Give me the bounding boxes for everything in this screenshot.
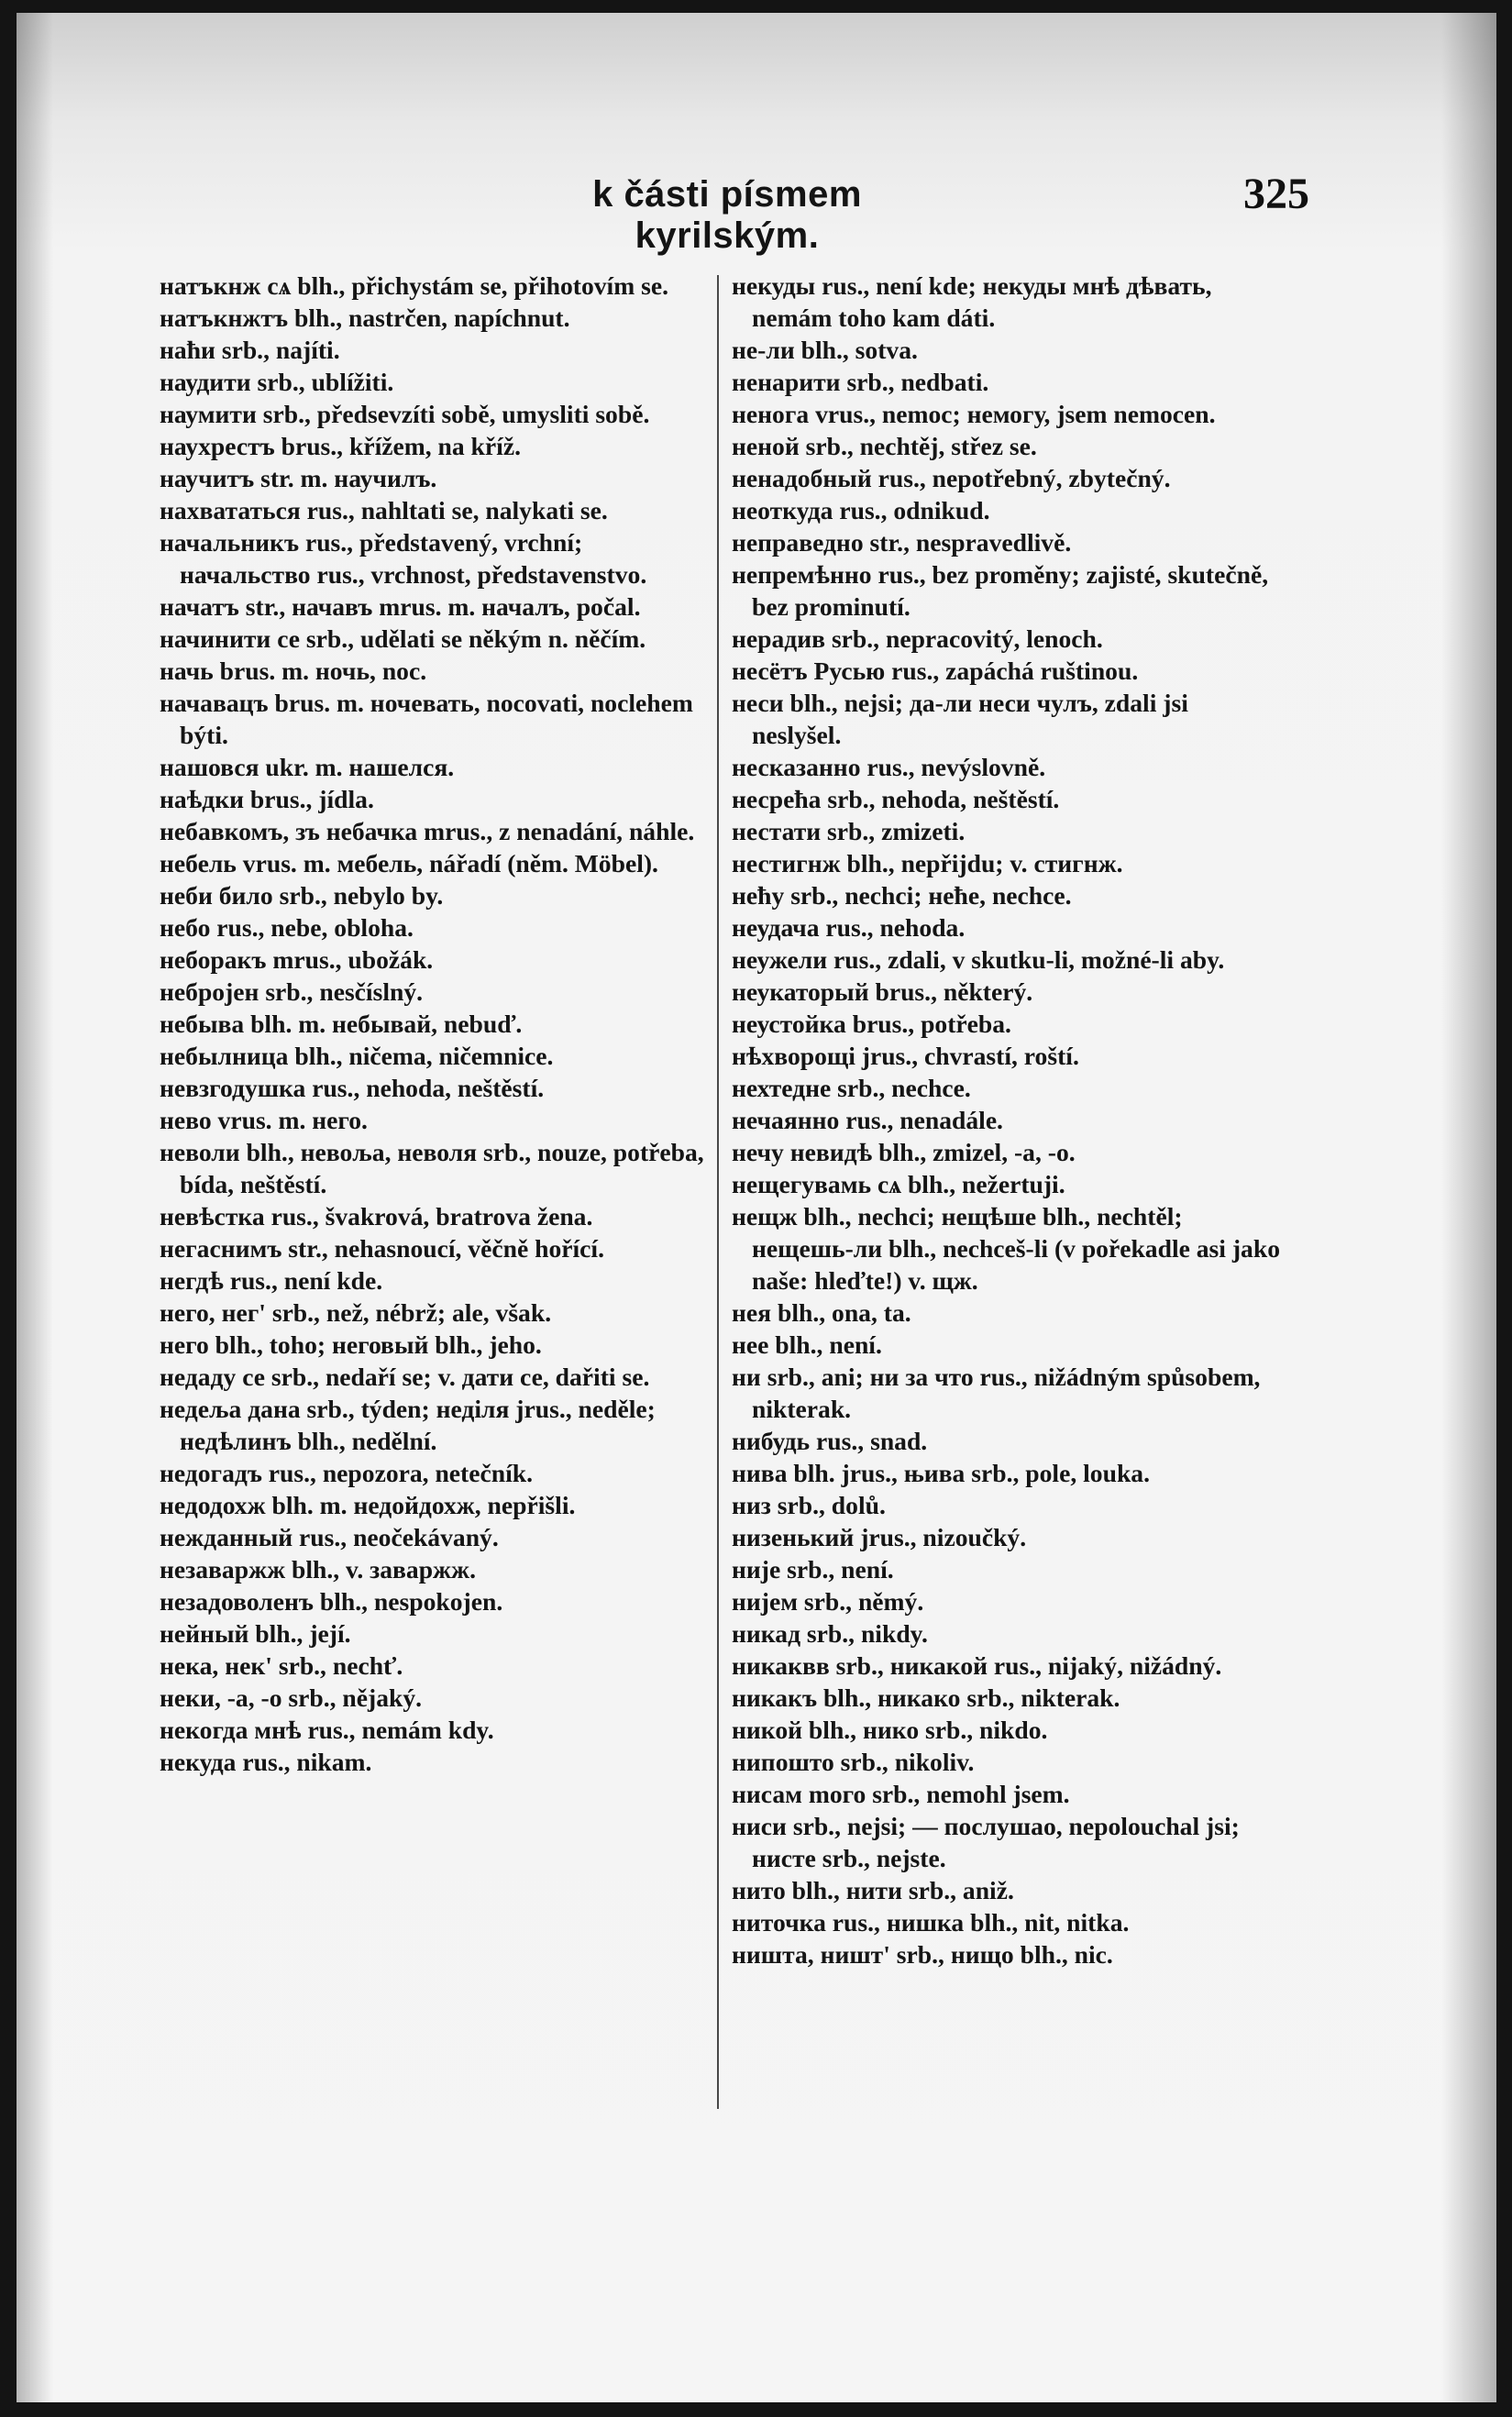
dictionary-entry: наумити srb., předsevzíti sobě, umysliti sobě.: [160, 400, 650, 428]
dictionary-entry: нашовся ukr. m. нашелся.: [160, 753, 455, 781]
dictionary-entry: небель vrus. m. мебель, nářadí (něm. Möbel).: [160, 849, 658, 877]
dictionary-entry: некуды rus., není kde; некуды мнѣ дѣвать, nemám toho kam dáti.: [732, 271, 1212, 332]
dictionary-entry: натъкнж сѧ blh., přichystám se, přihotovím se.: [160, 271, 668, 300]
dictionary-entry: неоткуда rus., odnikud.: [732, 496, 990, 524]
dictionary-entry: нећу srb., nechci; неће, nechce.: [732, 881, 1072, 910]
dictionary-entry: никой blh., нико srb., nikdo.: [732, 1716, 1048, 1744]
dictionary-entry: него blh., toho; неговый blh., jeho.: [160, 1330, 542, 1359]
dictionary-entry: несрећа srb., nehoda, neštěstí.: [732, 785, 1060, 813]
left-column: [160, 270, 710, 1778]
dictionary-entry: начатъ str., начавъ mrus. m. началъ, počal.: [160, 592, 641, 621]
dictionary-entry: низ srb., dolů.: [732, 1491, 886, 1519]
dictionary-entry: нипошто srb., nikoliv.: [732, 1748, 975, 1776]
dictionary-entry: није srb., není.: [732, 1555, 894, 1584]
dictionary-entry: неной srb., nechtěj, střez se.: [732, 432, 1037, 460]
dictionary-entry: никаквв srb., никакой rus., nijaký, nižádný.: [732, 1651, 1222, 1680]
dictionary-entry: некуда rus., nikam.: [160, 1748, 372, 1776]
dictionary-entry: незадоволенъ blh., nespokojen.: [160, 1587, 503, 1616]
dictionary-entry: небылница blh., ničema, ničemnice.: [160, 1042, 554, 1070]
dictionary-entry: невзгодушка rus., nehoda, neštěstí.: [160, 1074, 545, 1102]
dictionary-entry: нево vrus. m. него.: [160, 1106, 368, 1134]
dictionary-entry: наѣдки brus., jídla.: [160, 785, 374, 813]
dictionary-entry: неки, -а, -о srb., nějaký.: [160, 1683, 423, 1712]
dictionary-entry: низенький jrus., nizoučký.: [732, 1523, 1027, 1551]
dictionary-entry: ненарити srb., nedbati.: [732, 368, 989, 396]
dictionary-entry: небо rus., nebe, obloha.: [160, 913, 414, 942]
dictionary-entry: нея blh., ona, ta.: [732, 1298, 911, 1327]
dictionary-entry: нибудь rus., snad.: [732, 1427, 928, 1455]
dictionary-entry: нейный blh., její.: [160, 1619, 351, 1648]
dictionary-entry: неволи blh., невоља, неволя srb., nouze, potřeba, bída, neštěstí.: [160, 1138, 704, 1198]
dictionary-entry: небыва blh. m. небывай, nebuď.: [160, 1010, 523, 1038]
header-title: k části písmem kyrilským.: [592, 174, 862, 256]
dictionary-entry: ненадобный rus., nepotřebný, zbytečný.: [732, 464, 1171, 492]
dictionary-entry: нещж blh., nechci; нещѣше blh., nechtěl; нещешь-ли blh., nechceš-li (v pořekadle asi jako naše: hleďte!) v. щж.: [732, 1202, 1280, 1295]
dictionary-entry: нахвататься rus., nahltati se, nalykati se.: [160, 496, 608, 524]
dictionary-entry: неукаторый brus., některý.: [732, 977, 1033, 1006]
dictionary-entry: нещегувамь сѧ blh., nežertuji.: [732, 1170, 1065, 1198]
dictionary-entry: негдѣ rus., není kde.: [160, 1266, 383, 1295]
dictionary-entry: нехтедне srb., nechce.: [732, 1074, 971, 1102]
dictionary-entry: никакъ blh., никако srb., nikterak.: [732, 1683, 1120, 1712]
dictionary-entry: недодохж blh. m. недойдохж, nepřišli.: [160, 1491, 576, 1519]
dictionary-entry: нека, нек' srb., nechť.: [160, 1651, 403, 1680]
dictionary-entry: неудача rus., nehoda.: [732, 913, 966, 942]
dictionary-entry: неси blh., nejsi; да-ли неси чулъ, zdali jsi neslyšel.: [732, 689, 1188, 749]
dictionary-entry: несказанно rus., nevýslovně.: [732, 753, 1046, 781]
right-column: [732, 270, 1282, 1970]
dictionary-entry: неправедно str., nespravedlivě.: [732, 528, 1072, 557]
dictionary-entry: недаду се srb., nedaří se; v. дати се, dařiti se.: [160, 1363, 650, 1391]
dictionary-entry: недеља дана srb., týden; неділя jrus., neděle; недѣлинъ blh., nedělní.: [160, 1395, 656, 1455]
dictionary-entry: ниси srb., nejsi; — послушао, nepolouchal jsi; нисте srb., nejste.: [732, 1812, 1240, 1872]
dictionary-entry: недогадъ rus., nepozora, netečník.: [160, 1459, 533, 1487]
dictionary-entry: ни srb., ani; ни за что rus., nižádným spůsobem, nikterak.: [732, 1363, 1261, 1423]
page-left-shadow: [17, 13, 53, 2402]
dictionary-entry: никад srb., nikdy.: [732, 1619, 928, 1648]
dictionary-entry: нечаянно rus., nenadále.: [732, 1106, 1003, 1134]
dictionary-entry: научитъ str. m. научилъ.: [160, 464, 437, 492]
dictionary-entry: нестати srb., zmizeti.: [732, 817, 966, 845]
dictionary-entry: неборакъ mrus., ubožák.: [160, 945, 434, 974]
running-header: [17, 170, 1496, 256]
dictionary-entry: начавацъ brus. m. ночевать, nocovati, noclehem býti.: [160, 689, 693, 749]
dictionary-entry: нестигнж blh., nepřijdu; v. стигнж.: [732, 849, 1123, 877]
dictionary-entry: нѣхворощі jrus., chvrastí, roští.: [732, 1042, 1079, 1070]
dictionary-entry: непремѣнно rus., bez proměny; zajisté, skutečně, bez prominutí.: [732, 560, 1269, 621]
page-right-shadow: [1441, 13, 1496, 2402]
dictionary-entry: нијем srb., němý.: [732, 1587, 924, 1616]
dictionary-entry: наћи srb., najíti.: [160, 336, 340, 364]
column-divider: [717, 275, 719, 2109]
dictionary-entry: нечу невидѣ blh., zmizel, -a, -o.: [732, 1138, 1076, 1166]
dictionary-entry: начинити се srb., udělati se někým n. něčím.: [160, 624, 646, 653]
dictionary-entry: нива blh. jrus., њива srb., pole, louka.: [732, 1459, 1150, 1487]
dictionary-entry: начь brus. m. ночь, noc.: [160, 657, 427, 685]
dictionary-entry: нисам mого srb., nemohl jsem.: [732, 1780, 1070, 1808]
dictionary-entry: наудити srb., ublížiti.: [160, 368, 394, 396]
dictionary-entry: некогда мнѣ rus., nemám kdy.: [160, 1716, 494, 1744]
dictionary-entry: ненога vrus., nemoc; немогу, jsem nemocen.: [732, 400, 1216, 428]
page-number: 325: [1243, 170, 1309, 218]
dictionary-entry: несётъ Русью rus., zapáchá ruštinou.: [732, 657, 1139, 685]
dictionary-entry: неби било srb., nebylo by.: [160, 881, 444, 910]
dictionary-entry: неужели rus., zdali, v skutku-li, možné-li aby.: [732, 945, 1225, 974]
dictionary-entry: неброjен srb., nesčíslný.: [160, 977, 424, 1006]
dictionary-entry: неустойка brus., potřeba.: [732, 1010, 1011, 1038]
dictionary-entry: нерадив srb., nepracovitý, lenoch.: [732, 624, 1103, 653]
dictionary-entry: не-ли blh., sotva.: [732, 336, 918, 364]
dictionary-entry: него, нег' srb., než, nébrž; ale, však.: [160, 1298, 552, 1327]
dictionary-entry: невѣстка rus., švakrová, bratrova žena.: [160, 1202, 593, 1231]
dictionary-entry: нее blh., není.: [732, 1330, 882, 1359]
dictionary-entry: натъкнжтъ blh., nastrčen, napíchnut.: [160, 304, 570, 332]
dictionary-entry: ниточка rus., нишка blh., nit, nitka.: [732, 1908, 1130, 1937]
dictionary-entry: наухрестъ brus., křížem, na kříž.: [160, 432, 521, 460]
dictionary-entry: ништа, ништ' srb., нищо blh., nic.: [732, 1940, 1113, 1969]
dictionary-entry: негаснимъ str., nehasnoucí, věčně hořící.: [160, 1234, 604, 1263]
dictionary-entry: начальникъ rus., představený, vrchní; начальство rus., vrchnost, představenstvo.: [160, 528, 647, 589]
dictionary-entry: нито blh., нити srb., aniž.: [732, 1876, 1014, 1904]
book-page: [17, 13, 1496, 2402]
dictionary-entry: небавкомъ, зъ небачка mrus., z nenadání, náhle.: [160, 817, 695, 845]
dictionary-entry: нежданный rus., neočekávaný.: [160, 1523, 499, 1551]
dictionary-entry: незаваржж blh., v. заваржж.: [160, 1555, 476, 1584]
